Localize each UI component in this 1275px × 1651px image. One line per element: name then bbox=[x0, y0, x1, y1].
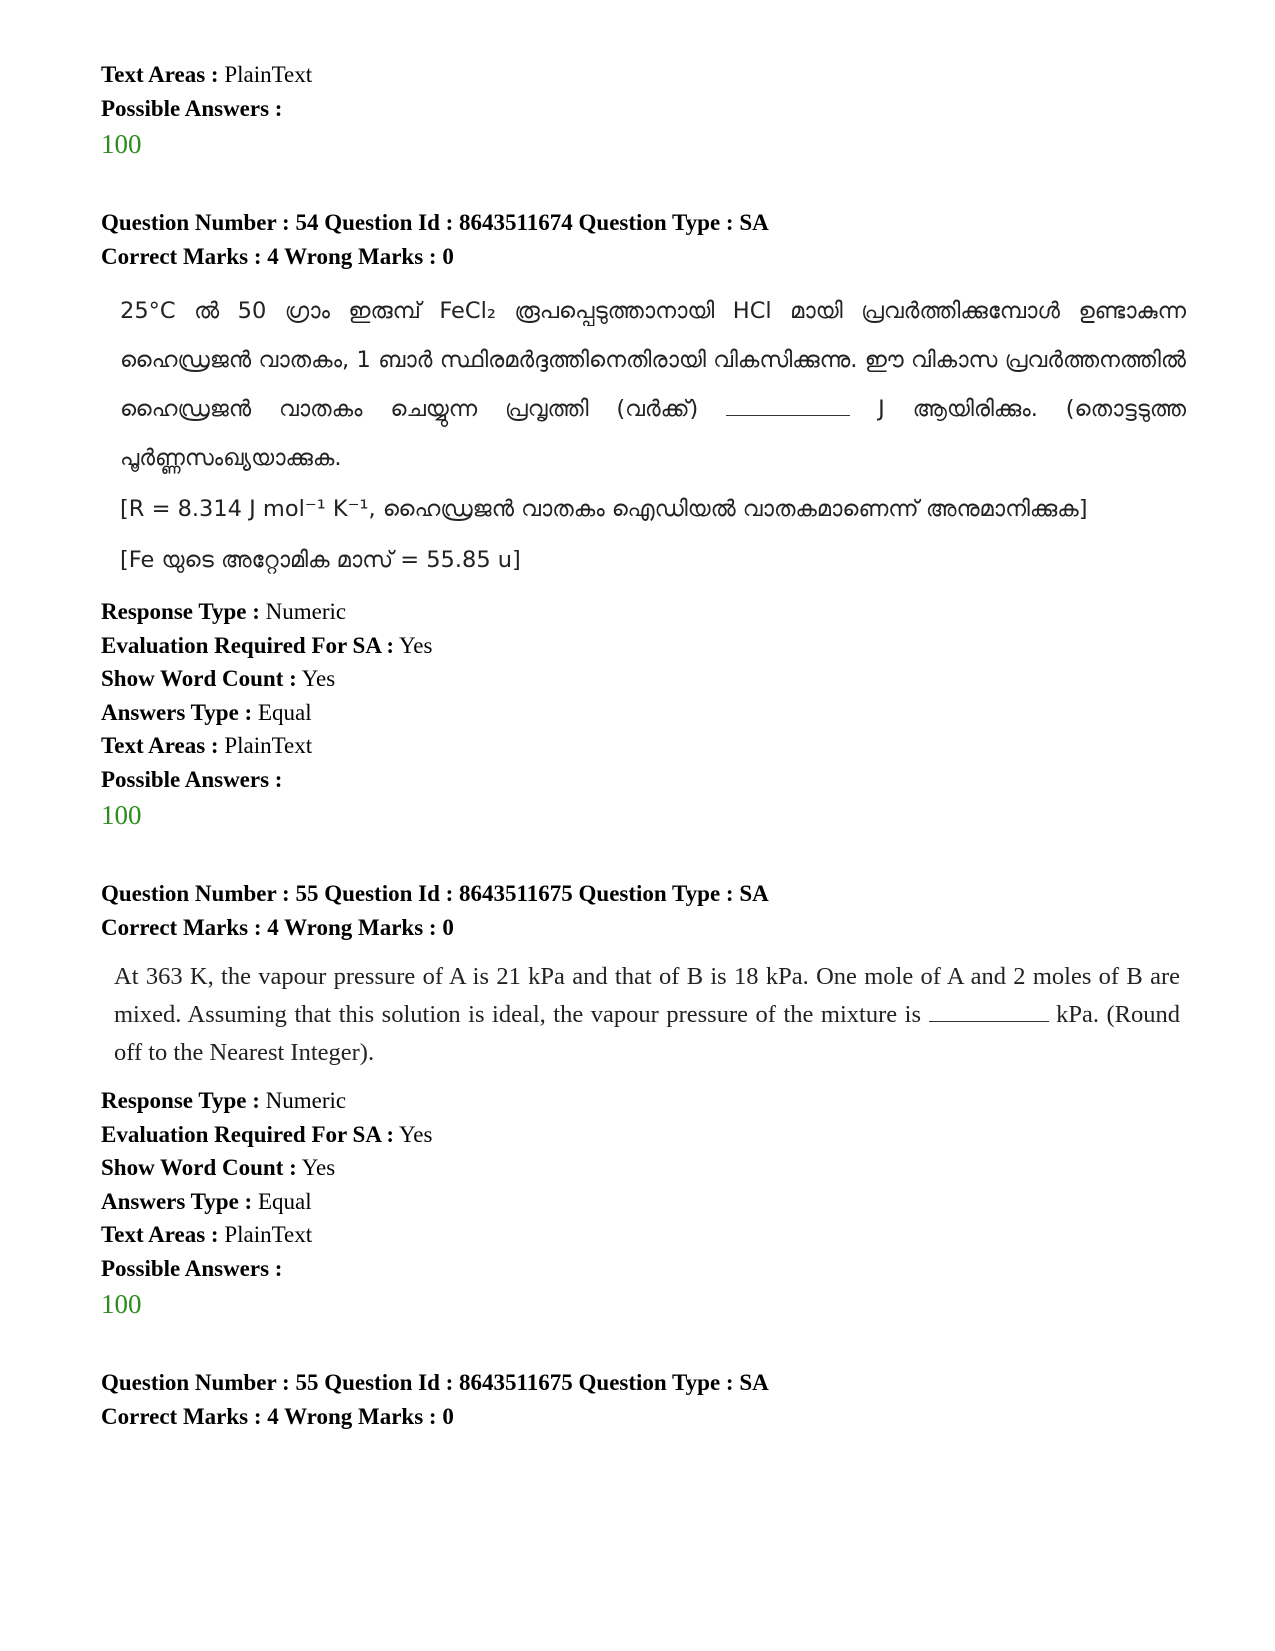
question-55 bbox=[101, 877, 1181, 1322]
response-type-value: Numeric bbox=[265, 599, 347, 624]
question-paragraph-2: [R = 8.314 J mol⁻¹ K⁻¹, ഹൈഡ്രജൻ വാതകം ഐഡിയൽ വാതകമാണെന്ന് അനുമാനിക്കുക] bbox=[120, 496, 1088, 522]
answers-type-row bbox=[101, 696, 1181, 730]
word-count-label: Show Word Count : bbox=[101, 666, 297, 691]
possible-answers-row bbox=[101, 763, 1181, 797]
question-paragraph-1-tail: J ആയിരിക്കും. (തൊട്ടടുത്ത പൂർണ്ണസംഖ്യയാക്കുക. bbox=[120, 396, 1187, 471]
answers-type-label: Answers Type : bbox=[101, 699, 253, 725]
evaluation-value: Yes bbox=[399, 1121, 433, 1147]
question-text-before-blank: At 363 K, the vapour pressure of A is 21 kPa and that of B is 18 kPa. One mole of A and 2 moles of B are mixed. Assuming that this solution is ideal, the vapour pressure of the mixture is bbox=[114, 963, 1180, 1028]
text-areas-value: PlainText bbox=[224, 62, 313, 87]
question-paragraph-1-text: 25°C ൽ 50 ഗ്രാം ഇരുമ്പ് FeCl₂ രൂപപ്പെടുത്താനായി HCl മായി പ്രവർത്തിക്കുമ്പോൾ ഉണ്ടാകുന്ന ഹൈഡ്രജൻ വാതകം, 1 ബാർ സ്ഥിരമർദ്ദത്തിനെതിരായി വികസിക്കുന്നു. ഈ വികാസ പ്രവർത്തനത്തിൽ ഹൈഡ്രജൻ വാതകം ചെയ്യുന്ന പ്രവൃത്തി (വർക്ക്) bbox=[120, 298, 1186, 422]
document-page bbox=[101, 58, 1187, 1433]
text-areas-value: PlainText bbox=[224, 733, 313, 758]
evaluation-label: Evaluation Required For SA : bbox=[101, 632, 395, 658]
question-header-line2: Correct Marks : 4 Wrong Marks : 0 bbox=[101, 1403, 454, 1429]
text-areas-row bbox=[101, 729, 1181, 763]
question-meta bbox=[101, 595, 1181, 833]
question-paragraph-3: [Fe യുടെ അറ്റോമിക മാസ് = 55.85 u] bbox=[120, 547, 521, 573]
question-header-line2: Correct Marks : 4 Wrong Marks : 0 bbox=[101, 243, 454, 269]
answer-blank bbox=[929, 1003, 1049, 1022]
response-type-label: Response Type : bbox=[101, 599, 260, 624]
word-count-row bbox=[101, 662, 1181, 696]
possible-answer-value: 100 bbox=[101, 800, 142, 830]
possible-answers-label: Possible Answers : bbox=[101, 1255, 283, 1281]
question-header bbox=[101, 1366, 1181, 1433]
possible-answers-label: Possible Answers : bbox=[101, 95, 283, 121]
question-text-after-blank: kPa. (Round off to the Nearest Integer). bbox=[114, 1001, 1181, 1066]
word-count-value: Yes bbox=[301, 666, 336, 691]
text-areas-label: Text Areas : bbox=[101, 1222, 219, 1247]
word-count-value: Yes bbox=[301, 1155, 336, 1180]
response-type-label: Response Type : bbox=[101, 1088, 260, 1113]
answers-type-row bbox=[101, 1185, 1181, 1219]
evaluation-row bbox=[101, 629, 1181, 663]
text-areas-value: PlainText bbox=[224, 1222, 313, 1247]
question-header-line1: Question Number : 54 Question Id : 8643511674 Question Type : SA bbox=[101, 210, 769, 235]
question-header bbox=[101, 206, 1181, 273]
possible-answer-value: 100 bbox=[101, 1289, 142, 1319]
response-type-row bbox=[101, 1084, 1181, 1118]
question-text-image bbox=[120, 287, 1186, 585]
response-type-value: Numeric bbox=[265, 1088, 347, 1113]
answers-type-value: Equal bbox=[257, 699, 312, 725]
previous-question-tail bbox=[101, 58, 1181, 162]
word-count-row bbox=[101, 1151, 1181, 1185]
possible-answers-row bbox=[101, 92, 1181, 126]
evaluation-value: Yes bbox=[399, 632, 433, 658]
question-55-repeat bbox=[101, 1366, 1181, 1433]
possible-answers-row bbox=[101, 1252, 1181, 1286]
answers-type-value: Equal bbox=[257, 1188, 312, 1214]
question-header-line2: Correct Marks : 4 Wrong Marks : 0 bbox=[101, 914, 454, 940]
text-areas-row bbox=[101, 1218, 1181, 1252]
answers-type-label: Answers Type : bbox=[101, 1188, 253, 1214]
answer-blank bbox=[726, 397, 850, 416]
word-count-label: Show Word Count : bbox=[101, 1155, 297, 1180]
question-meta bbox=[101, 1084, 1181, 1322]
evaluation-row bbox=[101, 1118, 1181, 1152]
question-header bbox=[101, 877, 1181, 944]
question-header-line1: Question Number : 55 Question Id : 8643511675 Question Type : SA bbox=[101, 1370, 769, 1395]
question-paragraph-1 bbox=[120, 287, 1186, 483]
possible-answer-value: 100 bbox=[101, 129, 142, 159]
possible-answers-label: Possible Answers : bbox=[101, 766, 283, 792]
response-type-row bbox=[101, 595, 1181, 629]
question-54 bbox=[101, 206, 1187, 833]
question-text-image bbox=[114, 958, 1180, 1072]
evaluation-label: Evaluation Required For SA : bbox=[101, 1121, 395, 1147]
text-areas-row bbox=[101, 58, 1181, 92]
text-areas-label: Text Areas : bbox=[101, 733, 219, 758]
question-header-line1: Question Number : 55 Question Id : 8643511675 Question Type : SA bbox=[101, 881, 769, 906]
text-areas-label: Text Areas : bbox=[101, 62, 219, 87]
